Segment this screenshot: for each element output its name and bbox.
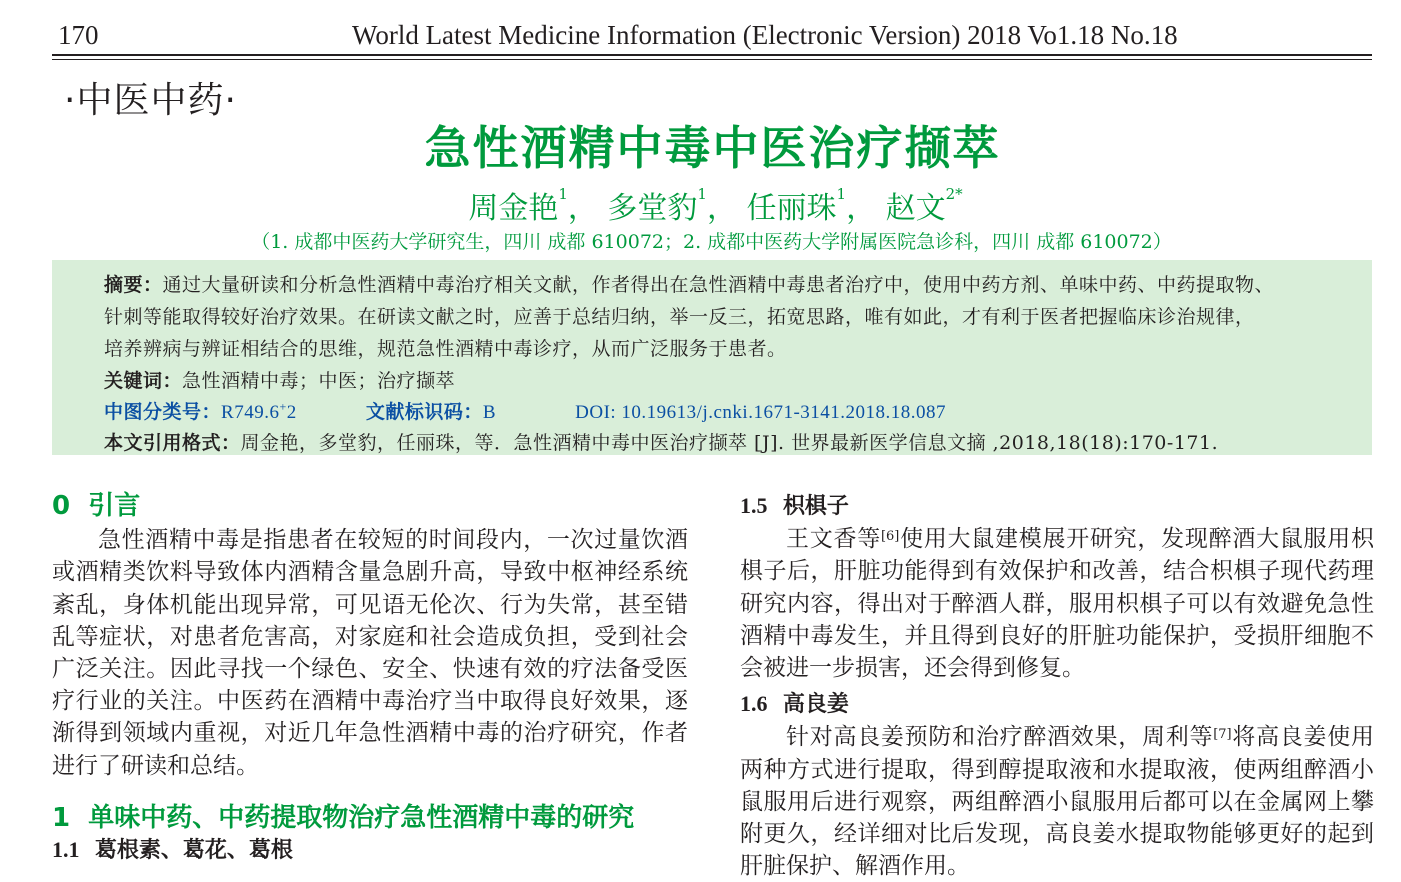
paragraph	[740, 721, 1374, 882]
subsection-heading	[52, 834, 688, 867]
abstract-line: 培养辨病与辨证相结合的思维，规范急性酒精中毒诊疗，从而广泛服务于患者。	[104, 338, 787, 360]
author-separator: ，	[567, 191, 598, 226]
subsection-heading	[740, 490, 1374, 523]
subsection-number: 1.5	[740, 493, 768, 518]
paragraph-lead: 王文香等	[786, 526, 881, 553]
clc-tail: 2	[286, 402, 297, 423]
keywords-label: 关键词：	[104, 370, 183, 392]
citation-ref: [6]	[880, 529, 900, 545]
author-list	[0, 183, 1401, 227]
subsection-title: 枳椇子	[782, 494, 849, 519]
page-number: 170	[58, 20, 99, 50]
section-heading	[52, 802, 688, 834]
doi: DOI: 10.19613/j.cnki.1671-3141.2018.18.087	[575, 402, 947, 423]
abstract-label: 摘要：	[104, 274, 163, 296]
abstract-line	[104, 270, 1274, 297]
classification-line	[104, 397, 946, 424]
author-separator: ，	[846, 191, 877, 226]
header-rule-thin	[52, 59, 1372, 60]
paragraph: 急性酒精中毒是指患者在较短的时间段内，一次过量饮酒或酒精类饮料导致体内酒精含量急剧升高，导致中枢神经系统紊乱，身体机能出现异常，可见语无伦次、行为失常，甚至错乱等症状，对患者危害高，对家庭和社会造成负担，受到社会广泛关注。因此寻找一个绿色、安全、快速有效的疗法备受医疗行业的关注。中医药在酒精中毒治疗当中取得良好效果，逐渐得到领域内重视，对近几年急性酒精中毒的治疗研究，作者进行了研读和总结。	[52, 527, 688, 779]
citation-ref: [7]	[1213, 727, 1232, 743]
section-tag: ·中医中药·	[64, 80, 237, 121]
doccode-label: 文献标识码：	[365, 401, 483, 423]
right-column	[740, 490, 1374, 882]
citation-text: 周金艳，多堂豹，任丽珠，等．急性酒精中毒中医治疗撷萃 [J]. 世界最新医学信息文摘 ,2018,18(18):170-171.	[240, 432, 1219, 454]
subsection-title: 葛根素、葛花、葛根	[94, 838, 293, 864]
author-affil-mark: 2*	[945, 185, 963, 203]
author-affil-mark: 1	[558, 185, 568, 203]
author-affil-mark: 1	[836, 185, 847, 203]
subsection-title: 高良姜	[782, 692, 849, 718]
author-name: 周金艳	[468, 191, 559, 226]
author-name: 赵文	[885, 191, 946, 226]
subsection-number: 1.6	[740, 691, 768, 717]
running-header	[52, 18, 1372, 54]
clc-sup: +	[279, 399, 287, 414]
clc-value: R749.6	[221, 402, 280, 423]
citation-label: 本文引用格式：	[104, 432, 241, 454]
section-heading	[52, 490, 688, 522]
journal-info: World Latest Medicine Information (Electronic Version) 2018 Vo1.18 No.18	[352, 20, 1178, 50]
abstract-line: 针刺等能取得较好治疗效果。在研读文献之时，应善于总结归纳，举一反三，拓宽思路，唯有如此，才有利于医者把握临床诊治规律，	[104, 306, 1255, 328]
article-title: 急性酒精中毒中医治疗撷萃	[424, 121, 1001, 175]
paragraph-text: 使用大鼠建模展开研究，发现醉酒大鼠服用枳椇子后，肝脏功能得到有效保护和改善，结合枳椇子现代药理研究内容，得出对于醉酒人群，服用枳椇子可以有效避免急性酒精中毒发生，并且得到良好的肝脏功能保护，受损肝细胞不会被进一步损害，还会得到修复。	[740, 526, 1375, 682]
subsection-heading	[740, 688, 1374, 721]
paragraph	[740, 523, 1374, 684]
author-affil-mark: 1	[697, 185, 707, 203]
subsection-number: 1.1	[52, 837, 80, 863]
keywords-line	[104, 366, 455, 393]
abstract-text: 通过大量研读和分析急性酒精中毒治疗相关文献，作者得出在急性酒精中毒患者治疗中，使用中药方剂、单味中药、中药提取物、	[162, 274, 1275, 296]
keywords-text: 急性酒精中毒；中医；治疗撷萃	[182, 370, 456, 392]
header-rule-thick	[52, 54, 1372, 56]
section-title: 引言	[88, 491, 141, 521]
paragraph-lead: 针对高良姜预防和治疗醉酒效果，周利等	[786, 724, 1214, 751]
clc-label: 中图分类号：	[104, 401, 222, 423]
left-column	[52, 490, 688, 867]
section-number: 0	[52, 491, 71, 521]
author-separator: ，	[706, 191, 737, 226]
affiliation: （1. 成都中医药大学研究生，四川 成都 610072；2. 成都中医药大学附属医院急诊科，四川 成都 610072）	[251, 231, 1172, 253]
author-name: 多堂豹	[607, 191, 698, 226]
section-number: 1	[52, 802, 71, 833]
paragraph-text: 将高良姜使用两种方式进行提取，得到醇提取液和水提取液，使两组醉酒小鼠服用后进行观察，两组醉酒小鼠服用后都可以在金属网上攀附更久，经详细对比后发现，高良姜水提取物能够更好的起到肝脏保护、解酒作用。	[740, 724, 1375, 880]
author-name: 任丽珠	[746, 191, 837, 226]
citation-line	[104, 428, 1218, 455]
section-title: 单味中药、中药提取物治疗急性酒精中毒的研究	[88, 802, 635, 833]
doccode-value: B	[482, 402, 497, 423]
